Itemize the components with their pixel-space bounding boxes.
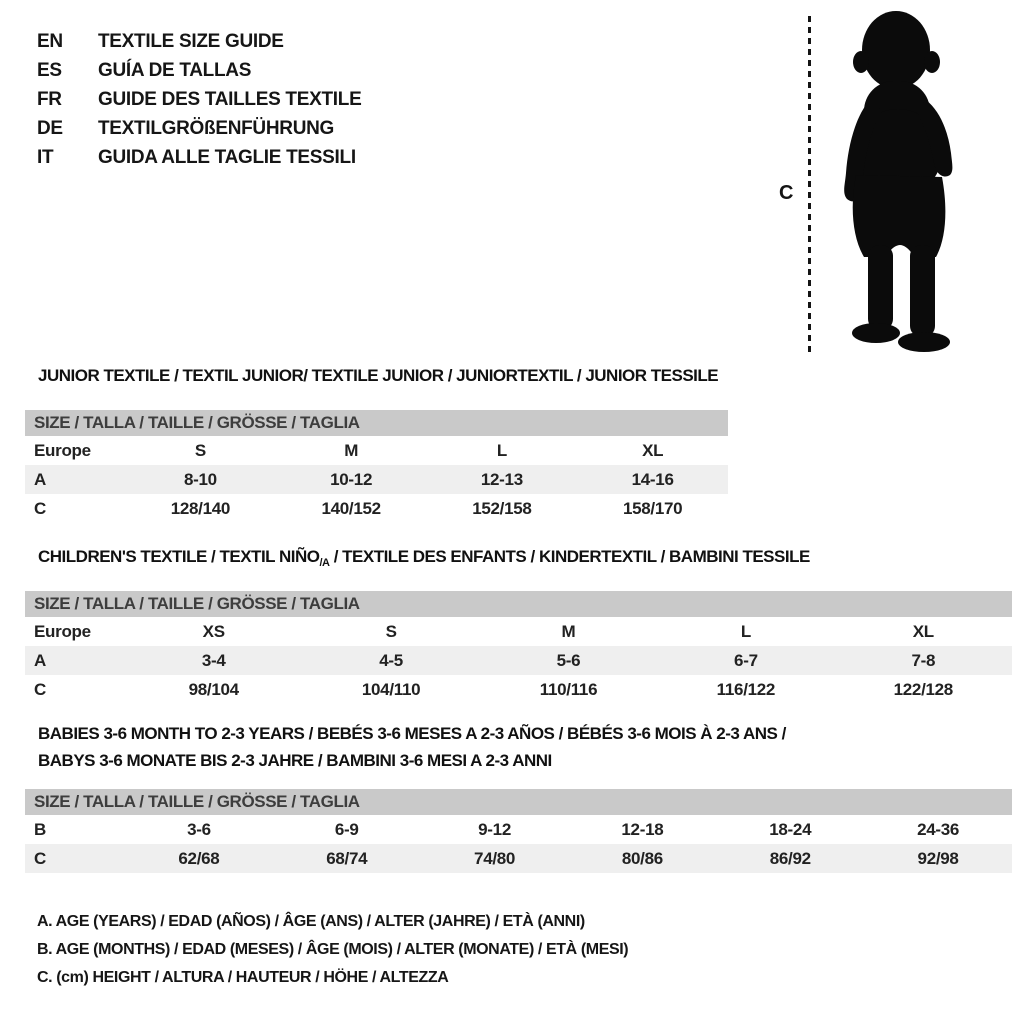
language-row-en [37, 27, 361, 56]
language-code: EN [37, 30, 63, 52]
height-cell: 104/110 [361, 680, 421, 699]
age-cell: 8-10 [183, 470, 217, 489]
language-label: GUIDE DES TAILLES TEXTILE [98, 88, 362, 110]
row-label: A [34, 651, 46, 670]
height-cell: 122/128 [893, 680, 953, 699]
table-row-height [25, 675, 1012, 704]
age-cell: 14-16 [631, 470, 674, 489]
size-cell: S [194, 441, 206, 460]
age-cell: 3-6 [187, 820, 211, 839]
junior-size-table [25, 410, 728, 523]
babies-title-line1: BABIES 3-6 MONTH TO 2-3 YEARS / BEBÉS 3-6 MESES A 2-3 AÑOS / BÉBÉS 3-6 MOIS À 2-3 ANS / [38, 724, 786, 743]
language-code: IT [37, 146, 54, 168]
toddler-silhouette-icon [824, 5, 976, 355]
row-label: Europe [34, 441, 91, 460]
age-cell: 3-4 [201, 651, 226, 670]
size-header-bar: SIZE / TALLA / TAILLE / GRÖSSE / TAGLIA [25, 789, 1012, 815]
age-cell: 4-5 [379, 651, 403, 670]
age-cell: 9-12 [478, 820, 511, 839]
size-cell: M [344, 441, 359, 460]
language-label: GUIDA ALLE TAGLIE TESSILI [98, 146, 356, 168]
language-code: FR [37, 88, 62, 110]
size-cell: XL [642, 441, 664, 460]
table-row-europe [25, 617, 1012, 646]
height-cell: 92/98 [917, 849, 959, 868]
junior-section-title: JUNIOR TEXTILE / TEXTIL JUNIOR/ TEXTILE JUNIOR / JUNIORTEXTIL / JUNIOR TESSILE [38, 366, 719, 385]
age-cell: 7-8 [911, 651, 936, 670]
size-cell: M [561, 622, 576, 641]
height-measure-label: C [779, 182, 794, 204]
size-header-bar: SIZE / TALLA / TAILLE / GRÖSSE / TAGLIA [25, 591, 1012, 617]
age-cell: 6-7 [734, 651, 758, 670]
row-label: A [34, 470, 46, 489]
children-title-main: CHILDREN'S TEXTILE / TEXTIL NIÑO [38, 547, 320, 566]
size-cell: S [385, 622, 397, 641]
footnote-age-years: A. AGE (YEARS) / EDAD (AÑOS) / ÂGE (ANS) / ALTER (JAHRE) / ETÀ (ANNI) [37, 913, 585, 930]
row-label: C [34, 849, 46, 868]
size-cell: XL [912, 622, 934, 641]
height-cell: 74/80 [474, 849, 516, 868]
age-cell: 10-12 [330, 470, 373, 489]
size-cell: L [496, 441, 507, 460]
language-row-fr [37, 85, 361, 114]
footnote-height-cm: C. (cm) HEIGHT / ALTURA / HAUTEUR / HÖHE / ALTEZZA [37, 969, 449, 986]
height-cell: 152/158 [472, 499, 532, 518]
language-code: DE [37, 117, 63, 139]
table-row-age-months [25, 815, 1012, 844]
row-label: C [34, 680, 46, 699]
height-cell: 98/104 [188, 680, 239, 699]
height-cell: 140/152 [321, 499, 381, 518]
babies-title-line2: BABYS 3-6 MONATE BIS 2-3 JAHRE / BAMBINI 3-6 MESI A 2-3 ANNI [38, 751, 552, 770]
language-label: GUÍA DE TALLAS [98, 59, 252, 81]
age-cell: 5-6 [556, 651, 581, 670]
language-row-de [37, 114, 361, 143]
language-row-it [37, 143, 361, 172]
language-row-es [37, 56, 361, 85]
children-title-subscript: /A [319, 557, 330, 569]
size-cell: XS [202, 622, 225, 641]
row-label: B [34, 820, 46, 839]
height-cell: 158/170 [622, 499, 683, 518]
size-cell: L [740, 622, 751, 641]
age-cell: 18-24 [769, 820, 812, 839]
height-cell: 62/68 [178, 849, 220, 868]
height-dotted-line [808, 16, 811, 354]
children-size-table [25, 591, 1012, 704]
height-cell: 110/116 [539, 680, 598, 699]
language-label: TEXTILE SIZE GUIDE [98, 30, 284, 52]
age-cell: 6-9 [334, 820, 359, 839]
age-cell: 12-18 [621, 820, 664, 839]
babies-size-table [25, 789, 1012, 873]
size-header-bar: SIZE / TALLA / TAILLE / GRÖSSE / TAGLIA [25, 410, 728, 436]
table-row-age [25, 646, 1012, 675]
table-row-europe [25, 436, 728, 465]
babies-section-title [38, 720, 786, 774]
table-row-age [25, 465, 728, 494]
row-label: C [34, 499, 46, 518]
height-cell: 128/140 [170, 499, 231, 518]
height-cell: 80/86 [621, 849, 663, 868]
age-cell: 24-36 [917, 820, 960, 839]
legend-footnotes [37, 908, 628, 992]
height-cell: 68/74 [326, 849, 368, 868]
language-label: TEXTILGRÖßENFÜHRUNG [98, 117, 335, 139]
children-title-rest: / TEXTILE DES ENFANTS / KINDERTEXTIL / BAMBINI TESSILE [329, 547, 810, 566]
language-code: ES [37, 59, 62, 81]
children-section-title [38, 547, 810, 569]
row-label: Europe [34, 622, 91, 641]
table-row-height [25, 494, 728, 523]
footnote-age-months: B. AGE (MONTHS) / EDAD (MESES) / ÂGE (MOIS) / ALTER (MONATE) / ETÀ (MESI) [37, 941, 629, 958]
language-list [37, 27, 361, 172]
age-cell: 12-13 [480, 470, 523, 489]
height-cell: 86/92 [769, 849, 811, 868]
height-cell: 116/122 [716, 680, 776, 699]
table-row-height [25, 844, 1012, 873]
